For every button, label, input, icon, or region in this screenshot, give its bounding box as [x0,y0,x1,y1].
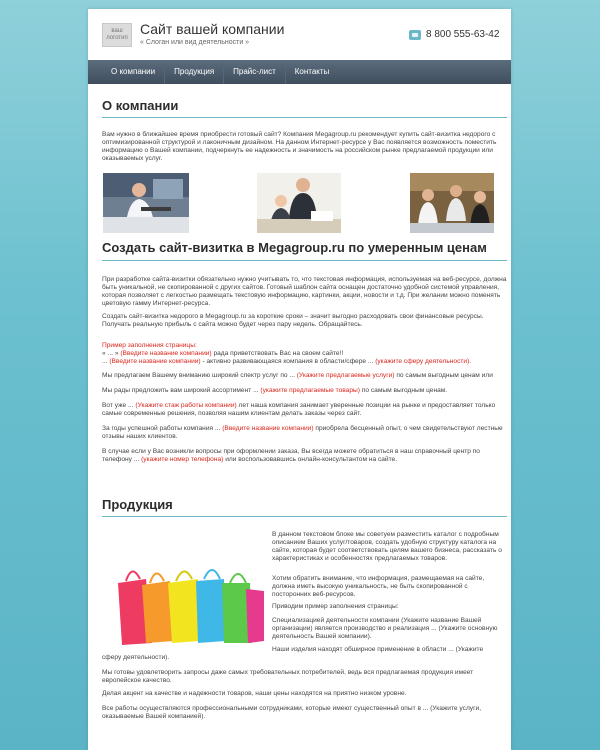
example-text: - активно развивающаяся компания в области/сфере ... [200,358,376,365]
phone-number: 8 800 555-63-42 [426,29,500,40]
nav-item-price-list[interactable]: Прайс-лист [224,60,286,84]
products-paragraph-3: Приводим пример заполнения страницы: [272,603,399,610]
section-title-products: Продукция [102,497,173,512]
slogan: « Слоган или вид деятельности » [140,39,250,46]
example-line-3 [102,372,507,380]
divider [102,260,507,261]
products-paragraph-2: Хотим обратить внимание, что информация, размещаемая на сайте, должна иметь высокую уникальность, не быть скопированной с посторонних веб-ресурсов. [272,575,485,598]
example-line-7 [102,448,507,464]
example-label: Пример заполнения страницы: [102,342,197,349]
shopping-bags-image [112,549,264,645]
placeholder-company-name: (Введите название компании) [120,350,212,357]
placeholder-work-experience: (Укажите стаж работы компании) [135,402,237,409]
placeholder-services: (Укажите предлагаемые услуги) [296,372,395,379]
example-text: В случае если у Вас возникли вопросы при оформлении заказа, Вы всегда можете обратиться в наш справочный центр по телефону ... [102,448,480,463]
section-title-about: О компании [102,98,179,113]
example-text: « ... » [102,350,121,357]
example-line-4 [102,387,507,395]
section-title-create-site: Создать сайт-визитка в Megagroup.ru по умеренным ценам [102,240,487,255]
office-photo-phone [103,173,189,233]
example-text: ... [102,358,110,365]
example-text: Мы рады предложить вам широкий ассортимент ... [102,387,261,394]
nav-item-about[interactable]: О компании [102,60,165,84]
products-paragraph-4: Специализацией деятельности компании (Укажите название Вашей организации) является производство и реализация ... (Укажите основную деятельность Вашей компании). [272,617,498,640]
example-text: лет наша компания занимает уверенные позиции на рынке и предоставляет только самые современные решения, позволяя нашим клиентам делать заказы через сайт. [102,402,496,417]
placeholder-company-name: (Введите название компании) [109,358,201,365]
example-line-1 [102,350,507,358]
example-text: За годы успешной работы компания ... [102,425,223,432]
placeholder-products: (укажите предлагаемые товары) [260,387,360,394]
placeholder-field-of-activity: (укажите сферу деятельности) [375,358,470,365]
example-text: . [469,358,472,365]
example-text: или воспользовавшись онлайн-консультантом на сайте. [223,456,398,463]
page-container [88,9,511,750]
nav-item-contacts[interactable]: Контакты [294,67,330,76]
office-photo-workers [410,173,494,233]
phone-icon [409,30,421,40]
example-text: по самым выгодным ценам. [359,387,448,394]
example-line-5 [102,402,507,418]
divider [102,117,507,118]
office-photo-team [257,173,341,233]
site-title[interactable]: Сайт вашей компании [140,21,285,37]
placeholder-company-name: (Введите название компании) [222,425,314,432]
logo[interactable]: ваш логотип [102,23,132,47]
example-text: Мы предлагаем Вашему вниманию широкий спектр услуг по ... [102,372,297,379]
placeholder-phone-number: (укажите номер телефона) [141,456,224,463]
header [88,9,511,60]
divider [102,516,507,517]
example-text: по самым выгодным ценам или [394,372,493,379]
example-text: рада приветствовать Вас на своем сайте!! [211,350,344,357]
example-line-6 [102,425,507,441]
about-intro: Вам нужно в ближайшее время приобрести готовый сайт? Компания Megagroup.ru рекомендует купить сайт-визитка недорого с оптимизированной структурой и лаконичным дизайном. На данном Интернет-ресурсе у Вас появляется возможность поместить информацию о Вашей компании, подчеркнуть ее надежность и значимость на российском рынке предлагаемой продукции или оказываемых услуг. [102,131,497,162]
cta-paragraph-1: При разработке сайта-визитки обязательно нужно учитывать то, что текстовая информация, используемая на веб-ресурсе, должна быть уникальной, не скопированной с других сайтов. Готовый шаблон сайта оснащен достаточно удобной системой управления, которая позволяет с легкостью размещать текстовую информацию, картинки, акции, новости и т.д. При желании можно поменять цветовую гамму Интернет-ресурса. [102,276,507,307]
products-paragraph-7: Делая акцент на качестве и надежности товаров, наши цены находятся на приятно низком уровне. [102,690,407,697]
products-paragraph-6: Мы готовы удовлетворить запросы даже самых требовательных потребителей, ведь вся предлагаемая продукция имеет европейское качество. [102,669,474,684]
cta-paragraph-2: Создать сайт-визитка недорого в Megagroup.ru за короткие сроки – значит выгодно расходовать свои финансовые ресурсы. Получать реальную прибыль с сайта можно будет через пару недель. Обращайтесь. [102,313,484,328]
nav-item-products[interactable]: Продукция [165,60,224,84]
products-paragraph-5b: сферу деятельности). [102,654,170,661]
products-paragraph-8: Все работы осуществляются профессиональными сотрудниками, которые имеют существенный опыт в ... (Укажите услуги, оказываемые Вашей компанией). [102,705,482,720]
example-text: Вот уже ... [102,402,136,409]
products-paragraph-1: В данном текстовом блоке мы советуем разместить каталог с подробным описанием Ваших услуг/товаров, создать удобную структуру каталога на сайте, которая будет соответствовать целям вашего бизнеса, рассказать о характеристиках и особенностях предлагаемых товаров. [272,531,502,562]
example-line-2 [102,358,507,366]
products-paragraph-5a: Наши изделия находят обширное применение в области ... (Укажите [272,646,484,653]
main-nav [88,60,511,84]
example-text: приобрела бесценный опыт, о чем свидетельствуют лестные отзывы наших клиентов. [102,425,503,440]
